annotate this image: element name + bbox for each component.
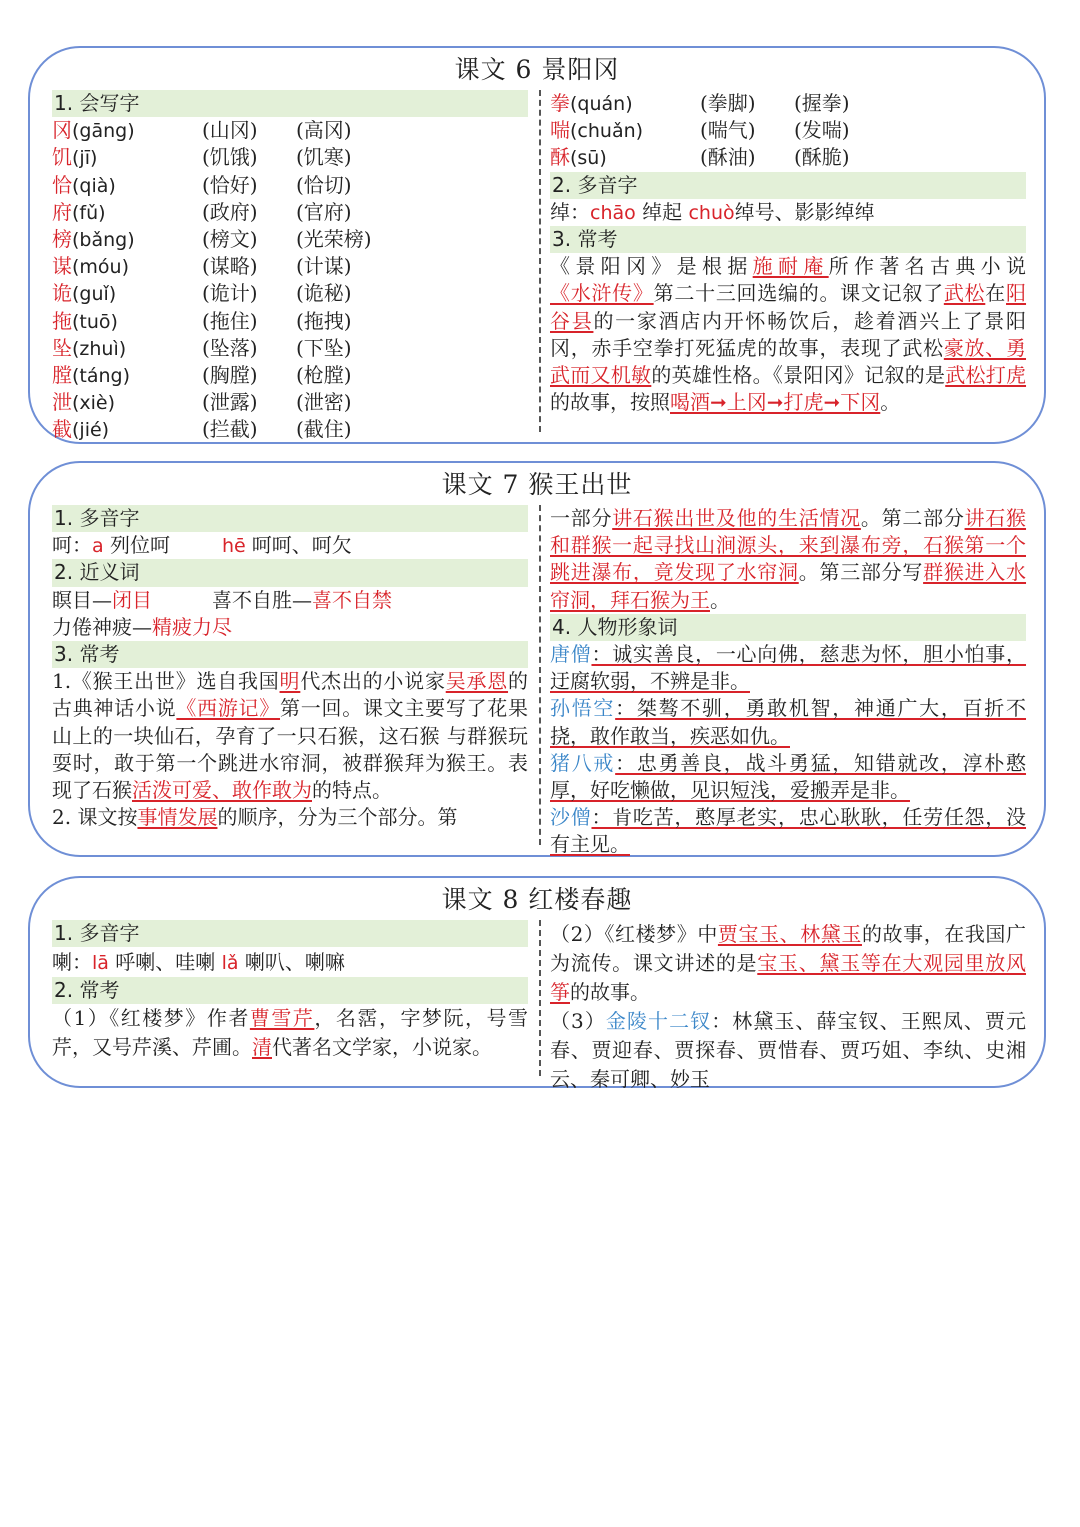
text: 在 [985, 281, 1007, 306]
text: 《景阳冈》是根据 [550, 254, 753, 279]
word: (发喘) [794, 118, 850, 143]
key-term: 贾宝玉、林黛玉 [717, 922, 862, 946]
text: ：林黛玉、薛宝钗、王熙凤、贾元春、贾迎春、贾探春、贾惜春、贾巧姐、李纨、史湘云、秦可卿、妙玉 [550, 1009, 1027, 1091]
word: (枪膛) [296, 362, 352, 387]
character: 诡 [52, 281, 72, 306]
word: (政府) [202, 199, 258, 224]
text: （1）《红楼梦》作者 [52, 1006, 250, 1031]
word: (山冈) [202, 118, 258, 143]
character-name: 沙僧 [550, 805, 592, 830]
word: (拳脚) [700, 91, 756, 115]
char-row [52, 280, 528, 307]
char-row [550, 144, 1026, 171]
column-divider [539, 90, 541, 432]
word: (拖住) [202, 308, 258, 333]
lesson7-left-column [52, 505, 528, 849]
word: (握拳) [794, 91, 850, 115]
section-heading: 1. 会写字 [52, 90, 528, 117]
word: (诡计) [202, 281, 258, 306]
summary-paragraph [52, 668, 528, 831]
word: (酥脆) [794, 145, 850, 170]
summary-paragraph [550, 253, 1026, 416]
text: 1.《猴王出世》选自我国 [52, 669, 280, 694]
character: 谋 [52, 254, 72, 279]
lesson7-right-column [550, 505, 1027, 857]
word: (拖拽) [296, 308, 352, 333]
column-divider [539, 920, 541, 1076]
word: 瞑目— [52, 587, 112, 612]
lesson7-card [28, 461, 1046, 857]
text: ，名霑，字梦阮，号雪芹，又号芹溪、芹圃。 [52, 1006, 529, 1060]
polyphone-char: 喇： [52, 950, 92, 975]
word: (酥油) [700, 145, 756, 170]
char-row [52, 335, 528, 362]
lesson7-title: 课文 7 猴王出世 [441, 470, 633, 499]
pinyin: hē [222, 535, 246, 558]
text: 代著名文学家，小说家。 [272, 1035, 492, 1060]
text: 所作著名古典小说 [828, 254, 1027, 279]
text: 的故事。 [570, 980, 650, 1004]
character: 拳 [550, 91, 570, 115]
key-term: 明 [279, 669, 301, 694]
char-row [52, 389, 528, 416]
text: 第二十三回选编的。课文记叙了 [653, 281, 944, 306]
pinyin: (xiè) [72, 392, 116, 415]
character-name: 猪八戒 [550, 750, 616, 775]
word: (官府) [296, 199, 352, 224]
pinyin: a [92, 535, 104, 558]
pinyin: (guǐ) [72, 283, 117, 306]
text: 。 [710, 587, 730, 612]
polyphone-row [550, 199, 1026, 226]
character: 府 [52, 199, 72, 224]
traits: ：肯吃苦，憨厚老实，忠心耿耿，任劳任怨，没有主见。 [550, 805, 1027, 857]
char-row [52, 144, 528, 171]
word: (下坠) [296, 335, 352, 360]
lesson6-right-column [550, 90, 1026, 436]
pinyin: (zhuì) [72, 337, 127, 360]
lesson6-card [28, 46, 1046, 444]
pinyin: (sū) [570, 147, 607, 170]
key-term: 宝玉、黛玉等在大观园里放风筝 [550, 951, 1027, 1004]
word: (恰好) [202, 172, 258, 197]
text: 2. 课文按 [52, 805, 138, 830]
char-row [52, 226, 528, 253]
text: （2）《红楼梦》中 [550, 922, 718, 946]
key-term: 吴承恩 [445, 669, 509, 694]
character: 坠 [52, 335, 72, 360]
char-row [52, 172, 528, 199]
key-term: 武松 [943, 281, 986, 306]
polyphone-char: 绰： [550, 199, 590, 224]
section-heading: 2. 多音字 [550, 172, 1026, 199]
word: (饥饿) [202, 145, 258, 170]
text: 的古典神话小说 [52, 669, 529, 721]
lesson6-left-column [52, 90, 528, 442]
text: 第一回。课文主要写了花果山上的一块仙石，孕育了一只石猴，这石猴 与群猴玩耍时，敢于第一个跳进水帘洞，被群猴拜为猴王。表现了石猴 [52, 696, 529, 802]
word: (拦截) [202, 417, 258, 442]
character: 恰 [52, 172, 72, 197]
lesson8-card [28, 876, 1046, 1091]
text: 的一家酒店内开怀畅饮后，趁着酒兴上了景阳冈，赤手空拳打死猛虎的故事，表现了武松 [550, 308, 1027, 360]
blank-page-area [0, 1100, 1080, 1527]
pinyin: (quán) [570, 93, 633, 115]
polyphone-char: 呵： [52, 533, 92, 558]
text: 代杰出的小说家 [300, 669, 446, 694]
section-heading: 3. 常考 [550, 226, 1026, 253]
traits: ：诚实善良，一心向佛，慈悲为怀，胆小怕事，迂腐软弱，不辨是非。 [550, 642, 1027, 694]
text: 。第二部分 [860, 506, 965, 530]
text: 一部分 [550, 506, 613, 530]
column-divider [539, 505, 541, 845]
char-row [52, 308, 528, 335]
pinyin: chāo [590, 201, 636, 224]
word: 呼喇、哇喇 [108, 950, 222, 975]
traits: ：桀骜不驯，勇敢机智，神通广大，百折不挠，敢作敢当，疾恶如仇。 [550, 696, 1027, 748]
polyphone-row [52, 532, 528, 559]
pinyin: (jī) [72, 147, 98, 170]
word: (诡秘) [296, 281, 352, 306]
word: 列位呵 [103, 533, 171, 558]
char-row [52, 416, 528, 443]
key-term: 施耐庵 [752, 254, 829, 279]
word: (坠落) [202, 335, 258, 360]
word: (高冈) [296, 118, 352, 143]
key-term: 豪放、勇武而又机敏 [550, 335, 1027, 387]
text: 的特点。 [312, 777, 392, 802]
lesson8-title: 课文 8 红楼春趣 [441, 885, 633, 914]
lesson6-title: 课文 6 景阳冈 [454, 55, 620, 84]
pinyin: (jié) [72, 419, 110, 442]
char-row [52, 117, 528, 144]
text: （3） [550, 1009, 606, 1033]
char-row [52, 362, 528, 389]
key-term: 《水浒传》 [550, 281, 654, 306]
character: 膛 [52, 362, 72, 387]
character: 冈 [52, 118, 72, 143]
pinyin: (tuō) [72, 310, 118, 333]
lesson8-right-column [550, 920, 1027, 1091]
character: 泄 [52, 390, 72, 415]
pinyin: chuò [688, 201, 735, 224]
key-term: 讲石猴出世及他的生活情况 [612, 506, 861, 530]
character: 酥 [550, 145, 570, 170]
key-term: 清 [252, 1035, 272, 1060]
key-term: 武松打虎 [945, 362, 1027, 387]
section-heading: 3. 常考 [52, 641, 528, 668]
word: (恰切) [296, 172, 352, 197]
key-term: 喝酒➞上冈➞打虎➞下冈 [670, 390, 881, 415]
key-term: 群猴进入水帘洞，拜石猴为王 [550, 560, 1027, 612]
word: (泄密) [296, 390, 352, 415]
pinyin: (chuǎn) [570, 120, 644, 143]
word: 绰号、影影绰绰 [734, 199, 875, 224]
pinyin: (qià) [72, 174, 116, 197]
word: 喜不自胜— [212, 587, 312, 612]
text: 的故事，在我国广为流传。课文讲述的是 [550, 922, 1027, 975]
key-term: 活泼可爱、敢作敢为 [132, 777, 312, 802]
key-term: 金陵十二钗 [605, 1009, 712, 1033]
char-row [52, 199, 528, 226]
section-heading: 4. 人物形象词 [550, 614, 1026, 641]
key-term: 阳谷县 [550, 281, 1027, 333]
character: 喘 [550, 118, 570, 143]
section-heading: 2. 常考 [52, 977, 528, 1004]
pinyin: (fǔ) [72, 201, 106, 224]
character: 榜 [52, 226, 72, 251]
text: 。第三部分写 [798, 560, 924, 585]
character: 饥 [52, 145, 72, 170]
character-name: 唐僧 [550, 642, 592, 666]
word: (榜文) [202, 226, 258, 251]
char-row [52, 253, 528, 280]
key-term: 《西游记》 [176, 696, 281, 721]
character: 截 [52, 417, 72, 442]
char-row [550, 90, 1026, 117]
polyphone-row [52, 947, 528, 977]
key-term: 讲石猴和群猴一起寻找山涧源头，来到瀑布旁，石猴第一个跳进瀑布，竟发现了水帘洞 [550, 506, 1027, 585]
word: (胸膛) [202, 362, 258, 387]
word: 呵呵、呵欠 [251, 533, 352, 558]
synonym-row [52, 587, 528, 614]
section-heading: 1. 多音字 [52, 920, 528, 947]
key-term: 曹雪芹 [249, 1006, 315, 1031]
synonym-row [52, 614, 528, 641]
word: 喇叭、喇嘛 [238, 950, 345, 975]
text: 的顺序，分为三个部分。第 [217, 805, 458, 830]
key-term: 事情发展 [137, 805, 218, 830]
pinyin: lǎ [221, 952, 239, 975]
synonym: 闭目 [112, 587, 152, 612]
pinyin: (bǎng) [72, 228, 135, 251]
summary-paragraph [550, 505, 1026, 614]
word: (截住) [296, 417, 352, 442]
lesson8-left-column [52, 920, 528, 1080]
text: 的英雄性格。《景阳冈》记叙的是 [651, 362, 946, 387]
pinyin: (móu) [72, 256, 129, 279]
summary-paragraph [52, 1004, 528, 1062]
synonym: 喜不自禁 [312, 587, 392, 612]
word: (泄露) [202, 390, 258, 415]
section-heading: 2. 近义词 [52, 559, 528, 586]
text: 的故事，按照 [550, 390, 670, 415]
word: (光荣榜) [296, 226, 372, 251]
word: (谋略) [202, 254, 258, 279]
word: (计谋) [296, 254, 352, 279]
traits: ：忠勇善良，战斗勇猛，知错就改，淳朴憨厚，好吃懒做，见识短浅，爱搬弄是非。 [550, 750, 1027, 803]
char-list [550, 90, 1026, 172]
character: 拖 [52, 308, 72, 333]
word: 绰起 [635, 199, 689, 224]
character-name: 孙悟空 [550, 696, 616, 721]
pinyin: (táng) [72, 364, 131, 387]
word: (喘气) [700, 118, 756, 143]
char-list [52, 117, 528, 443]
text: 。 [880, 390, 901, 415]
char-row [550, 117, 1026, 144]
pinyin: lā [92, 952, 109, 975]
character-traits [550, 641, 1026, 859]
section-heading: 1. 多音字 [52, 505, 528, 532]
synonym: 精疲力尽 [152, 614, 232, 639]
word: 力倦神疲— [52, 614, 152, 639]
word: (饥寒) [296, 145, 352, 170]
summary-paragraph [550, 920, 1026, 1094]
pinyin: (gāng) [72, 120, 135, 143]
